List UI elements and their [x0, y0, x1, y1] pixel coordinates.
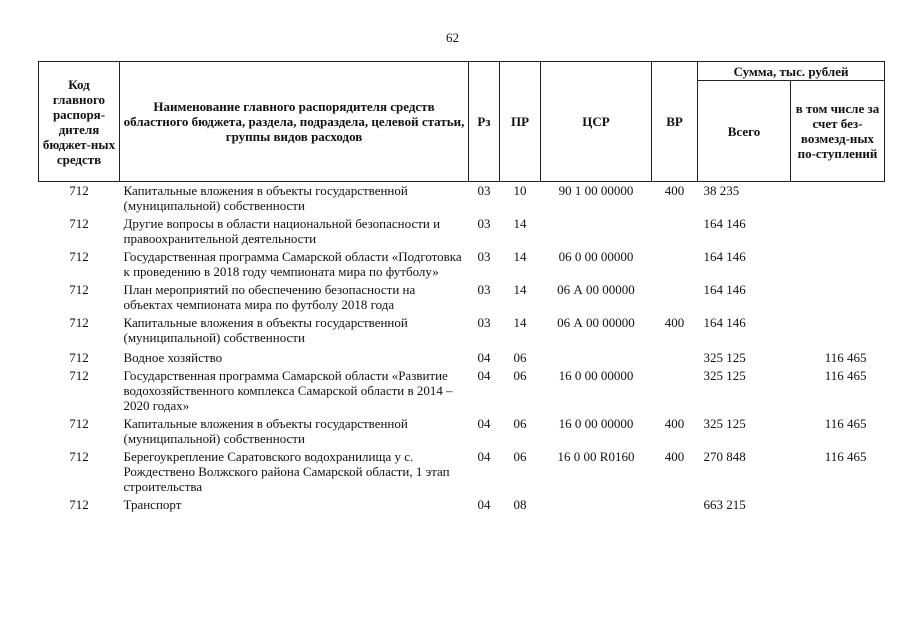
cell-total: 325 125	[703, 368, 746, 383]
cell-total: 164 146	[703, 216, 746, 231]
table-row	[39, 368, 885, 416]
page-number: 62	[446, 30, 459, 45]
cell-rz: 04	[477, 449, 491, 464]
cell-vr	[652, 216, 698, 249]
cell-pr: 14	[513, 216, 527, 231]
cell-rz: 03	[477, 183, 491, 198]
cell-name: Государственная программа Самарской области «Развитие водохозяйственного комплекса Самарской области в 2014 – 2020 годах»	[123, 368, 453, 413]
cell-free: 116 465	[824, 368, 867, 383]
cell-rz: 03	[477, 216, 491, 231]
cell-free	[791, 249, 885, 282]
cell-code: 712	[69, 449, 89, 464]
header-total: Всего	[698, 81, 791, 182]
cell-csr: 16 0 00 00000	[558, 416, 634, 431]
cell-rz: 04	[477, 416, 491, 431]
table-header	[39, 62, 885, 182]
table-row	[39, 249, 885, 282]
table-row	[39, 350, 885, 368]
cell-free	[791, 282, 885, 315]
cell-rz: 03	[477, 315, 491, 330]
header-pr: ПР	[500, 62, 541, 182]
cell-name: Капитальные вложения в объекты государственной (муниципальной) собственности	[123, 315, 408, 345]
cell-name: Другие вопросы в области национальной безопасности и правоохранительной деятельности	[123, 216, 441, 246]
cell-free: 116 465	[824, 416, 867, 431]
cell-csr	[541, 350, 652, 368]
cell-vr	[652, 497, 698, 515]
cell-name: План мероприятий по обеспечению безопасности на объектах чемпионата мира по футболу 2018 года	[123, 282, 416, 312]
cell-csr	[541, 497, 652, 515]
cell-code: 712	[69, 282, 89, 297]
table-row	[39, 216, 885, 249]
cell-total: 270 848	[703, 449, 746, 464]
cell-total: 38 235	[703, 183, 740, 198]
cell-total: 325 125	[703, 350, 746, 365]
header-sum-group: Сумма, тыс. рублей	[698, 62, 885, 81]
cell-free	[791, 182, 885, 217]
cell-rz: 03	[477, 249, 491, 264]
cell-rz: 04	[477, 368, 491, 383]
cell-pr: 06	[513, 350, 527, 365]
cell-free	[791, 315, 885, 350]
cell-csr: 16 0 00 R0160	[557, 449, 635, 464]
header-vr: ВР	[652, 62, 698, 182]
cell-free: 116 465	[824, 350, 867, 365]
cell-name: Капитальные вложения в объекты государственной (муниципальной) собственности	[123, 183, 408, 213]
cell-vr: 400	[664, 449, 685, 464]
header-code: Код главного распоря-дителя бюджет-ных средств	[39, 62, 120, 182]
table-row	[39, 315, 885, 350]
table-row	[39, 416, 885, 449]
cell-csr: 16 0 00 00000	[558, 368, 634, 383]
cell-csr: 90 1 00 00000	[558, 183, 634, 198]
cell-free: 116 465	[824, 449, 867, 464]
cell-csr: 06 0 00 00000	[558, 249, 634, 264]
cell-pr: 14	[513, 315, 527, 330]
cell-pr: 14	[513, 282, 527, 297]
cell-total: 663 215	[703, 497, 746, 512]
cell-name: Берегоукрепление Саратовского водохранилища у с. Рождествено Волжского района Самарской области, 1 этап строительства	[123, 449, 450, 494]
cell-rz: 03	[477, 282, 491, 297]
cell-vr	[652, 249, 698, 282]
header-free: в том числе за счет без-возмезд-ных по-ступлений	[791, 81, 885, 182]
cell-csr	[541, 216, 652, 249]
header-csr: ЦСР	[541, 62, 652, 182]
cell-code: 712	[69, 350, 89, 365]
cell-code: 712	[69, 249, 89, 264]
cell-code: 712	[69, 315, 89, 330]
table-row	[39, 282, 885, 315]
cell-vr: 400	[664, 416, 685, 431]
cell-code: 712	[69, 368, 89, 383]
cell-name: Водное хозяйство	[123, 350, 223, 365]
cell-vr	[652, 282, 698, 315]
cell-name: Транспорт	[123, 497, 182, 512]
cell-vr: 400	[664, 183, 685, 198]
cell-pr: 14	[513, 249, 527, 264]
cell-code: 712	[69, 416, 89, 431]
cell-total: 164 146	[703, 315, 746, 330]
cell-free	[791, 216, 885, 249]
cell-vr	[652, 368, 698, 416]
cell-name: Капитальные вложения в объекты государственной (муниципальной) собственности	[123, 416, 408, 446]
cell-vr: 400	[664, 315, 685, 330]
cell-code: 712	[69, 216, 89, 231]
cell-total: 325 125	[703, 416, 746, 431]
cell-pr: 08	[513, 497, 527, 512]
budget-table	[38, 61, 885, 515]
table-row	[39, 182, 885, 217]
cell-rz: 04	[477, 497, 491, 512]
cell-code: 712	[69, 183, 89, 198]
cell-code: 712	[69, 497, 89, 512]
cell-name: Государственная программа Самарской области «Подготовка к проведению в 2018 году чемпионата мира по футболу»	[123, 249, 462, 279]
header-name: Наименование главного распорядителя средств областного бюджета, раздела, подраздела, целевой статьи, группы видов расходов	[120, 62, 469, 182]
cell-pr: 06	[513, 368, 527, 383]
cell-pr: 10	[513, 183, 527, 198]
table-row	[39, 497, 885, 515]
table-row	[39, 449, 885, 497]
header-rz: Рз	[469, 62, 500, 182]
cell-pr: 06	[513, 416, 527, 431]
cell-vr	[652, 350, 698, 368]
table-body	[39, 182, 885, 516]
cell-total: 164 146	[703, 282, 746, 297]
cell-pr: 06	[513, 449, 527, 464]
cell-free	[791, 497, 885, 515]
cell-rz: 04	[477, 350, 491, 365]
cell-total: 164 146	[703, 249, 746, 264]
cell-csr: 06 А 00 00000	[557, 282, 635, 297]
cell-csr: 06 А 00 00000	[557, 315, 635, 330]
